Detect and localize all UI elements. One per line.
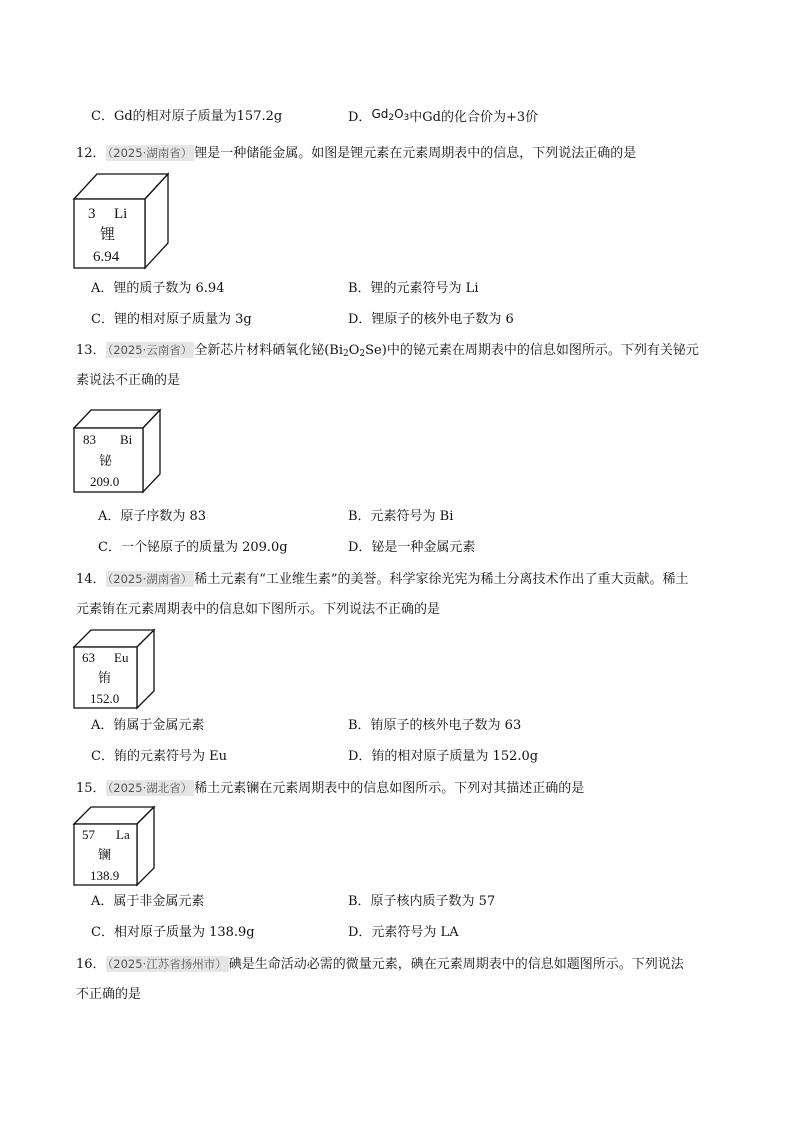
q13-element-name: 铋 <box>99 453 113 468</box>
q13-element-symbol: Bi <box>120 432 133 447</box>
q12-stem <box>76 144 636 163</box>
q14-stem-text: 稀土元素有“工业维生素”的美誉。科学家徐光宪为稀土分离技术作出了重大贡献。稀土 <box>194 572 689 587</box>
q14-option-b[interactable]: B．铕原子的核外电子数为 63 <box>348 718 522 733</box>
q15-stem-text: 稀土元素镧在元素周期表中的信息如图所示。下列对其描述正确的是 <box>194 781 585 796</box>
q12-element-symbol: Li <box>114 206 128 222</box>
formula-sub: 3 <box>403 113 410 123</box>
q12-number: 12． <box>76 146 106 161</box>
q11-formula <box>371 107 409 121</box>
q14-source-tag: （2025·湖南省） <box>107 572 193 586</box>
q16-source-tag: （2025·江苏省扬州市） <box>107 957 227 971</box>
q11-option-c[interactable]: C．Gd的相对原子质量为157.2g <box>91 109 283 124</box>
q15-atomic-number: 57 <box>82 827 95 842</box>
q12-element-name: 锂 <box>100 227 116 243</box>
q16-number: 16． <box>76 957 106 972</box>
q14-atomic-mass: 152.0 <box>90 691 120 706</box>
q15-option-c[interactable]: C．相对原子质量为 138.9g <box>91 925 255 940</box>
q14-element-cube <box>74 628 156 709</box>
q13-atomic-number: 83 <box>83 432 96 447</box>
formula-sub: 2 <box>388 113 395 123</box>
q13-stem-part: 全新芯片材料硒氧化铋(Bi <box>194 343 344 358</box>
formula-base: Gd <box>371 107 389 121</box>
q15-option-b[interactable]: B．原子核内质子数为 57 <box>348 894 496 909</box>
q15-atomic-mass: 138.9 <box>90 868 120 883</box>
q13-stem-line2: 素说法不正确的是 <box>76 373 181 388</box>
q13-stem-sub: 2 <box>359 349 366 359</box>
q14-number: 14． <box>76 572 106 587</box>
q11-option-d[interactable] <box>348 108 538 130</box>
q15-stem <box>76 779 584 798</box>
q13-stem-part: O <box>348 343 360 358</box>
formula-mid: O <box>394 107 404 121</box>
q12-stem-text: 锂是一种储能金属。如图是锂元素在元素周期表中的信息，下列说法正确的是 <box>194 146 637 161</box>
q13-number: 13． <box>76 343 106 358</box>
q14-stem <box>76 570 689 589</box>
q15-option-d[interactable]: D．元素符号为 LA <box>348 925 459 940</box>
q16-stem-text: 碘是生命活动必需的微量元素，碘在元素周期表中的信息如题图所示。下列说法 <box>228 957 684 972</box>
q12-option-a[interactable]: A．锂的质子数为 6.94 <box>91 281 225 296</box>
q13-stem-part: Se)中的铋元素在周期表中的信息如图所示。下列有关铋元 <box>365 343 699 358</box>
q14-option-d[interactable]: D．铕的相对原子质量为 152.0g <box>348 749 539 764</box>
q12-option-c[interactable]: C．锂的相对原子质量为 3g <box>91 312 252 327</box>
q14-option-a[interactable]: A．铕属于金属元素 <box>91 718 205 733</box>
q12-source-tag: （2025·湖南省） <box>107 146 193 160</box>
q14-option-c[interactable]: C．铕的元素符号为 Eu <box>91 749 227 764</box>
q15-element-symbol: La <box>116 827 130 842</box>
q13-stem <box>76 341 699 363</box>
q15-option-a[interactable]: A．属于非金属元素 <box>91 894 205 909</box>
q12-option-d[interactable]: D．锂原子的核外电子数为 6 <box>348 312 514 327</box>
q13-option-d[interactable]: D．铋是一种金属元素 <box>348 540 476 555</box>
q15-element-cube <box>74 805 156 886</box>
q11-option-d-text: 中Gd的化合价为+3价 <box>409 110 539 125</box>
q15-number: 15． <box>76 781 106 796</box>
q13-atomic-mass: 209.0 <box>90 474 120 489</box>
q15-source-tag: （2025·湖北省） <box>107 781 193 795</box>
q15-element-name: 镧 <box>98 847 112 862</box>
q11-option-d-label: D． <box>348 110 372 125</box>
q12-element-cube <box>74 172 170 270</box>
q13-stem-sub: 2 <box>343 349 349 359</box>
q13-option-a[interactable]: A．原子序数为 83 <box>98 509 207 524</box>
q16-stem <box>76 955 684 974</box>
q14-stem-line2: 元素铕在元素周期表中的信息如下图所示。下列说法不正确的是 <box>76 602 441 617</box>
q14-element-symbol: Eu <box>114 650 129 665</box>
q13-source-tag: （2025·云南省） <box>107 343 193 357</box>
q13-option-b[interactable]: B．元素符号为 Bi <box>348 509 454 524</box>
q12-atomic-mass: 6.94 <box>93 249 120 265</box>
q13-option-c[interactable]: C．一个铋原子的质量为 209.0g <box>98 540 288 555</box>
q16-stem-line2: 不正确的是 <box>76 987 142 1002</box>
q13-element-cube <box>74 408 162 493</box>
q14-atomic-number: 63 <box>82 650 95 665</box>
q12-atomic-number: 3 <box>88 206 96 222</box>
q14-element-name: 铕 <box>98 670 112 685</box>
q12-option-b[interactable]: B．锂的元素符号为 Li <box>348 281 479 296</box>
